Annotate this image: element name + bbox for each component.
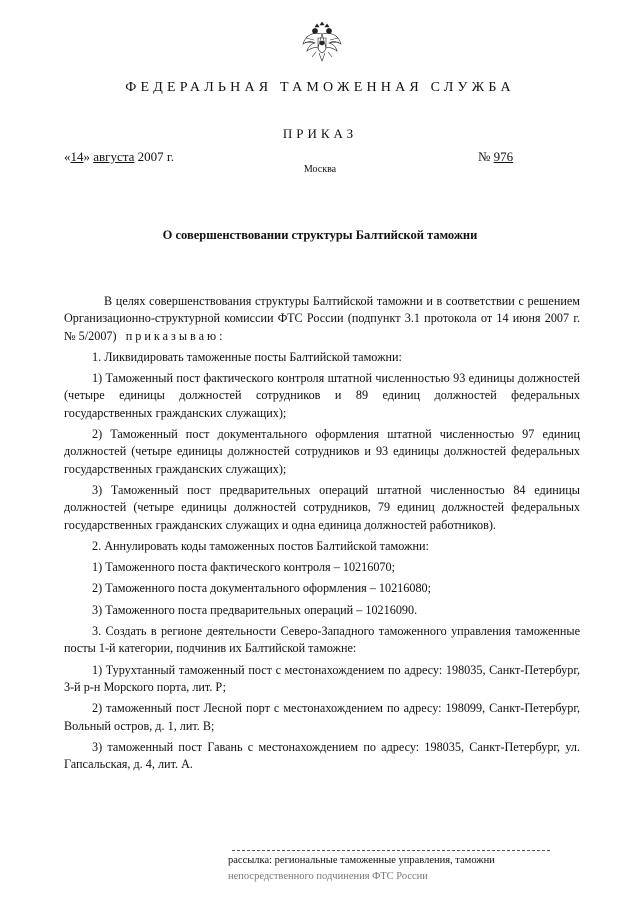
order-subject: О совершенствовании структуры Балтийской таможни bbox=[162, 228, 478, 242]
clause-2-item-3: 3) Таможенного поста предварительных операций – 10216090. bbox=[92, 602, 418, 617]
clause-1-item-2: 2) Таможенный пост документального оформления штатной численностью 97 единиц должностей (четыре единицы должностей сотрудников и 93 единицы должностей федеральных государственных гражданских служащих); bbox=[64, 427, 580, 476]
distribution-line-1: рассылка: региональные таможенные управления, таможни bbox=[228, 855, 495, 866]
number-value: 976 bbox=[493, 149, 514, 164]
distribution-line-2: непосредственного подчинения ФТС России bbox=[228, 871, 428, 882]
date-day: 14 bbox=[70, 149, 84, 164]
issue-city: Москва bbox=[303, 164, 337, 175]
order-number bbox=[478, 149, 541, 165]
clause-3: 3. Создать в регионе деятельности Северо-Западного таможенного управления таможенные посты 1-й категории, подчинив их Балтийской таможне: bbox=[64, 624, 580, 656]
clause-2-item-2: 2) Таможенного поста документального оформления – 10216080; bbox=[92, 581, 432, 596]
date-close-quote: » bbox=[83, 149, 90, 164]
number-label: № bbox=[478, 149, 491, 164]
preamble bbox=[64, 293, 580, 345]
clause-1: 1. Ликвидировать таможенные посты Балтийской таможни: bbox=[92, 349, 402, 364]
clause-3-item-3: 3) таможенный пост Гавань с местонахождением по адресу: 198035, Санкт-Петербург, ул. Гапсальская, д. 4, лит. А. bbox=[64, 739, 580, 772]
distribution-note bbox=[228, 853, 558, 885]
preamble-order-word: приказываю: bbox=[125, 328, 226, 343]
date-open-quote: « bbox=[64, 149, 71, 164]
clause-3-item-2: 2) таможенный пост Лесной порт с местонахождением по адресу: 198099, Санкт-Петербург, Вольный остров, д. 1, лит. В; bbox=[64, 701, 580, 733]
clause-1-item-3: 3) Таможенный пост предварительных операций штатной численностью 84 единицы должностей (четыре единицы должностей сотрудников, 79 единиц должностей федеральных государственных гражданских служащих и одна единица должностей работников). bbox=[64, 482, 580, 532]
footer-divider bbox=[232, 850, 550, 851]
clause-3-item-1: 1) Турухтанный таможенный пост с местонахождением по адресу: 198035, Санкт-Петербург, 3-й р-н Морского порта, лит. Р; bbox=[64, 662, 580, 694]
clause-1-item-1: 1) Таможенный пост фактического контроля штатной численностью 93 единицы должностей (четыре единицы должностей сотрудников и 89 единиц должностей федеральных государственных гражданских служащих); bbox=[64, 371, 580, 420]
agency-name: ФЕДЕРАЛЬНАЯ ТАМОЖЕННАЯ СЛУЖБА bbox=[125, 80, 515, 95]
order-date bbox=[64, 149, 174, 165]
double-headed-eagle-emblem bbox=[300, 22, 344, 66]
document-type-title: ПРИКАЗ bbox=[282, 126, 358, 141]
clause-2: 2. Аннулировать коды таможенных постов Балтийской таможни: bbox=[92, 538, 429, 553]
preamble-text: В целях совершенствования структуры Балтийской таможни и в соответствии с решением Организационно-структурной комиссии ФТС России (подпункт 3.1 протокола от 14 июня 2007 г. № 5/2007) bbox=[64, 294, 580, 343]
order-body bbox=[64, 293, 580, 777]
clause-2-item-1: 1) Таможенного поста фактического контроля – 10216070; bbox=[92, 560, 395, 575]
date-month: августа bbox=[93, 149, 135, 164]
date-year: 2007 г. bbox=[137, 149, 174, 164]
